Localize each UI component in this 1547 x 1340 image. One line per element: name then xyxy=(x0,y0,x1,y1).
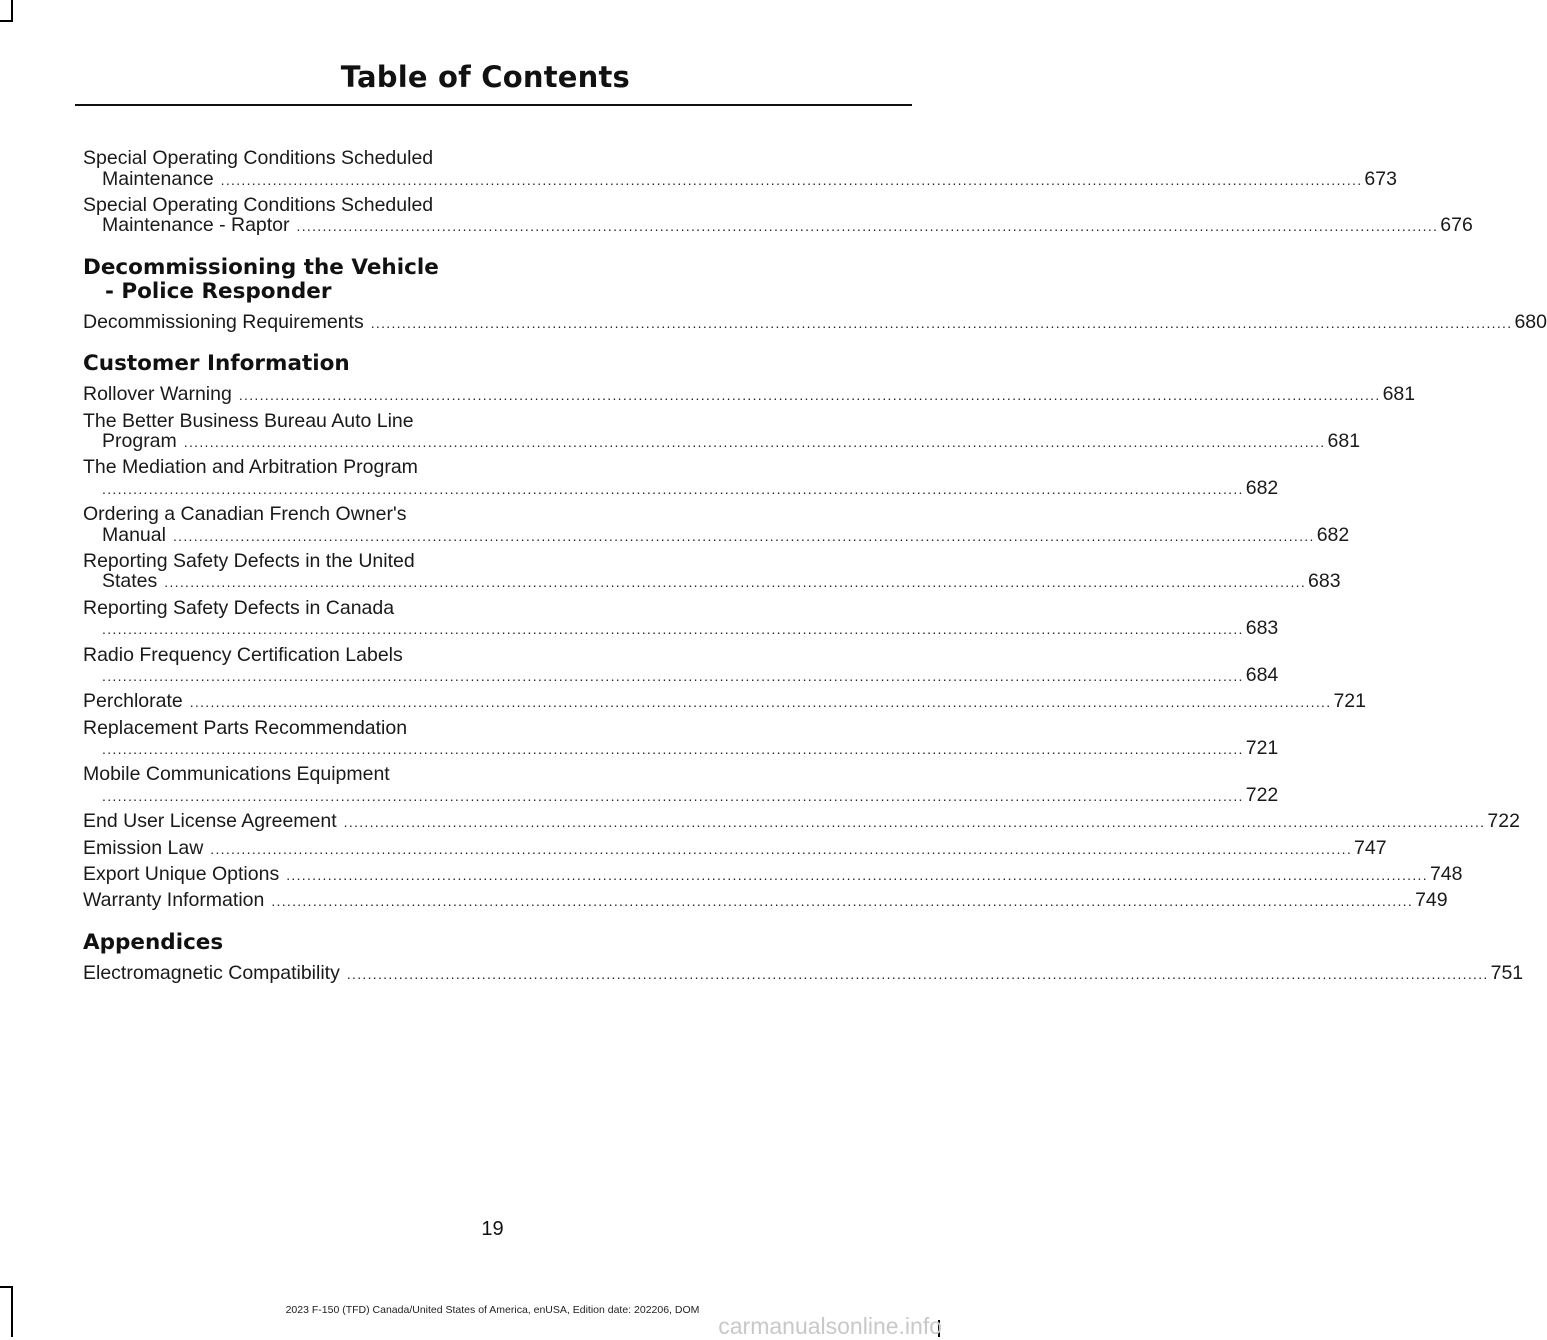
dot-leader: ............................................................................................................................................................................................................................ xyxy=(286,866,1428,883)
toc-entry-title: Warranty Information xyxy=(83,889,265,912)
toc-entry-title: States xyxy=(102,570,158,593)
section-heading-text: Decommissioning the Vehicle xyxy=(83,254,439,280)
toc-entry[interactable] xyxy=(83,596,1279,640)
toc-entry[interactable] xyxy=(83,503,1350,546)
toc-entry-page: 722 xyxy=(1245,783,1279,806)
crop-mark-top-left-v xyxy=(11,0,13,20)
toc-entry-page: 673 xyxy=(1364,167,1397,190)
toc-entry-page: 747 xyxy=(1354,836,1387,859)
dot-leader: ............................................................................................................................................................................................................................ xyxy=(172,527,1315,544)
dot-leader: ............................................................................................................................................................................................................................ xyxy=(102,621,1244,638)
toc-entry-page: 676 xyxy=(1440,214,1473,237)
toc-entry-title: Reporting Safety Defects in Canada xyxy=(83,596,395,619)
dot-leader: ............................................................................................................................................................................................................................ xyxy=(102,741,1244,758)
toc-entry-page: 683 xyxy=(1308,570,1341,593)
toc-entry-page: 751 xyxy=(1490,961,1524,984)
toc-entry[interactable] xyxy=(83,310,1547,334)
toc-entry-page: 748 xyxy=(1429,862,1463,885)
table-of-contents xyxy=(83,147,1547,989)
toc-entry[interactable] xyxy=(83,690,1366,713)
toc-entry[interactable] xyxy=(83,549,1341,593)
toc-entry-title: Special Operating Conditions Scheduled xyxy=(83,193,434,216)
toc-entry[interactable] xyxy=(83,716,1279,760)
dot-leader: ............................................................................................................................................................................................................................ xyxy=(346,965,1489,982)
toc-entry[interactable] xyxy=(83,193,1473,237)
toc-entry-title: Mobile Communications Equipment xyxy=(83,763,390,786)
toc-entry-title: Replacement Parts Recommendation xyxy=(83,716,408,739)
section-heading xyxy=(83,931,473,955)
toc-entry[interactable] xyxy=(83,763,1279,806)
toc-entry-page: 682 xyxy=(1316,523,1350,546)
header-divider xyxy=(75,104,912,106)
crop-mark-top-left-h xyxy=(0,20,13,22)
toc-entry-title: Special Operating Conditions Scheduled xyxy=(83,147,434,169)
toc-entry-title: The Mediation and Arbitration Program xyxy=(83,456,418,479)
toc-entry[interactable] xyxy=(83,147,1397,190)
toc-entry-title: Maintenance - Raptor xyxy=(102,214,290,237)
toc-entry[interactable] xyxy=(83,383,1416,406)
toc-entry-title: Ordering a Canadian French Owner's xyxy=(83,503,407,526)
section-heading-text: Customer Information xyxy=(83,351,350,377)
toc-entry-title: Manual xyxy=(102,523,166,546)
toc-entry-title: Radio Frequency Certification Labels xyxy=(83,643,403,666)
toc-entry-title: Decommissioning Requirements xyxy=(83,310,364,333)
toc-entry[interactable] xyxy=(83,810,1520,833)
toc-entry-page: 722 xyxy=(1487,810,1520,833)
toc-entry-page: 684 xyxy=(1245,664,1279,687)
section-heading xyxy=(83,352,473,376)
dot-leader: ............................................................................................................................................................................................................................ xyxy=(164,574,1307,591)
dot-leader: ............................................................................................................................................................................................................................ xyxy=(271,893,1414,910)
toc-entry-page: 681 xyxy=(1327,430,1361,453)
toc-entry-page: 749 xyxy=(1415,889,1448,912)
dot-leader: ............................................................................................................................................................................................................................ xyxy=(189,694,1332,711)
toc-entry-page: 721 xyxy=(1245,737,1279,760)
dot-leader: ............................................................................................................................................................................................................................ xyxy=(370,314,1513,331)
toc-entry[interactable] xyxy=(83,961,1524,985)
toc-entry-page: 680 xyxy=(1514,310,1547,333)
toc-entry[interactable] xyxy=(83,409,1361,453)
toc-entry[interactable] xyxy=(83,862,1463,886)
section-heading xyxy=(83,256,473,304)
toc-entry-title: Export Unique Options xyxy=(83,862,280,885)
dot-leader: ............................................................................................................................................................................................................................ xyxy=(183,434,1326,451)
section-heading-text: - Police Responder xyxy=(105,278,332,304)
dot-leader: ............................................................................................................................................................................................................................ xyxy=(238,387,1381,404)
toc-entry[interactable] xyxy=(83,836,1387,860)
watermark: carmanualsonline.info xyxy=(718,1313,942,1339)
toc-entry[interactable] xyxy=(83,456,1279,499)
toc-entry[interactable] xyxy=(83,889,1448,912)
dot-leader: ............................................................................................................................................................................................................................ xyxy=(210,840,1353,857)
toc-entry-page: 721 xyxy=(1333,690,1366,713)
dot-leader: ............................................................................................................................................................................................................................ xyxy=(102,480,1244,497)
toc-entry-page: 682 xyxy=(1245,476,1279,499)
page-number: 19 xyxy=(481,1218,504,1240)
dot-leader: ............................................................................................................................................................................................................................ xyxy=(102,668,1244,685)
toc-entry-title: Program xyxy=(102,430,177,453)
page-header-title: Table of Contents xyxy=(340,60,630,94)
toc-entry[interactable] xyxy=(83,643,1279,687)
toc-entry-title: The Better Business Bureau Auto Line xyxy=(83,409,414,432)
toc-entry-title: Reporting Safety Defects in the United xyxy=(83,549,415,572)
dot-leader: ............................................................................................................................................................................................................................ xyxy=(296,218,1439,235)
dot-leader: ............................................................................................................................................................................................................................ xyxy=(102,787,1244,804)
dot-leader: ............................................................................................................................................................................................................................ xyxy=(220,171,1363,188)
toc-entry-page: 681 xyxy=(1382,383,1416,406)
section-heading-text: Appendices xyxy=(83,929,224,955)
toc-entry-title: End User License Agreement xyxy=(83,810,337,833)
footer-edition-info: 2023 F-150 (TFD) Canada/United States of America, enUSA, Edition date: 202206, DOM xyxy=(285,1304,700,1316)
toc-entry-title: Emission Law xyxy=(83,836,204,859)
toc-entry-title: Electromagnetic Compatibility xyxy=(83,961,340,984)
dot-leader: ............................................................................................................................................................................................................................ xyxy=(343,814,1486,831)
toc-entry-title: Maintenance xyxy=(102,167,214,190)
toc-entry-page: 683 xyxy=(1245,617,1279,640)
toc-entry-title: Perchlorate xyxy=(83,690,183,713)
toc-entry-title: Rollover Warning xyxy=(83,383,232,406)
